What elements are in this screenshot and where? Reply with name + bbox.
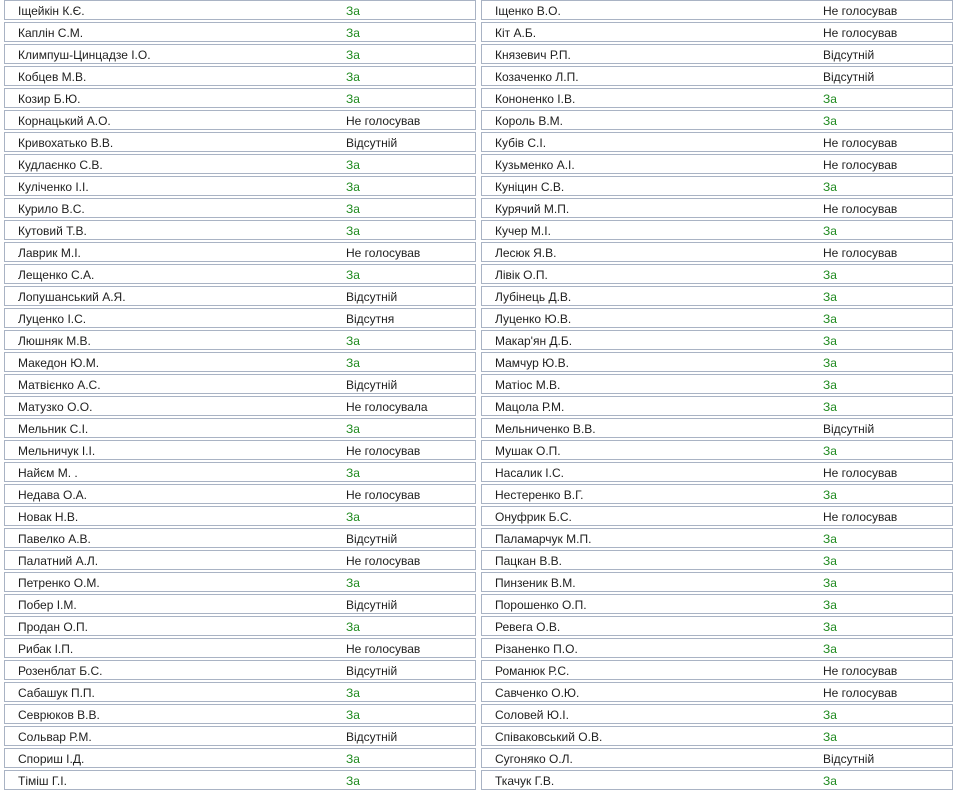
vote-result: За bbox=[823, 268, 837, 282]
deputy-vote-row bbox=[4, 572, 476, 592]
vote-result: Не голосував bbox=[346, 488, 421, 502]
deputy-name: Розенблат Б.С. bbox=[18, 664, 103, 678]
deputy-name: Онуфрик Б.С. bbox=[495, 510, 572, 524]
vote-result: За bbox=[346, 334, 360, 348]
deputy-vote-row bbox=[481, 506, 953, 526]
deputy-vote-row bbox=[4, 704, 476, 724]
vote-result: За bbox=[346, 422, 360, 436]
vote-result: За bbox=[346, 686, 360, 700]
deputy-name: Сольвар Р.М. bbox=[18, 730, 92, 744]
vote-result: За bbox=[346, 774, 360, 788]
vote-result: Відсутній bbox=[346, 532, 398, 546]
deputy-name: Лаврик М.І. bbox=[18, 246, 81, 260]
deputy-vote-row bbox=[481, 352, 953, 372]
deputy-name: Соловей Ю.І. bbox=[495, 708, 569, 722]
deputy-name: Нестеренко В.Г. bbox=[495, 488, 584, 502]
vote-result: За bbox=[823, 598, 837, 612]
deputy-vote-row bbox=[4, 220, 476, 240]
deputy-name: Порошенко О.П. bbox=[495, 598, 587, 612]
deputy-name: Матузко О.О. bbox=[18, 400, 93, 414]
deputy-name: Романюк Р.С. bbox=[495, 664, 570, 678]
deputy-name: Пинзеник В.М. bbox=[495, 576, 576, 590]
vote-result: Не голосував bbox=[823, 664, 898, 678]
deputy-vote-row bbox=[481, 660, 953, 680]
deputy-vote-row bbox=[4, 264, 476, 284]
deputy-name: Кузьменко А.І. bbox=[495, 158, 575, 172]
vote-result: За bbox=[823, 488, 837, 502]
deputy-vote-row bbox=[4, 528, 476, 548]
vote-result: Не голосував bbox=[346, 246, 421, 260]
deputy-vote-row bbox=[4, 462, 476, 482]
deputy-name: Спориш І.Д. bbox=[18, 752, 85, 766]
deputy-vote-row bbox=[481, 220, 953, 240]
deputy-name: Матвієнко А.С. bbox=[18, 378, 101, 392]
deputy-vote-row bbox=[481, 616, 953, 636]
deputy-name: Кіт А.Б. bbox=[495, 26, 537, 40]
vote-result: За bbox=[823, 312, 837, 326]
deputy-vote-row bbox=[4, 484, 476, 504]
vote-result: За bbox=[823, 290, 837, 304]
deputy-vote-row bbox=[481, 176, 953, 196]
vote-result: За bbox=[823, 554, 837, 568]
deputy-vote-row bbox=[481, 0, 953, 20]
deputy-vote-row bbox=[4, 0, 476, 20]
vote-result: За bbox=[823, 92, 837, 106]
vote-result: За bbox=[823, 576, 837, 590]
deputy-vote-row bbox=[4, 550, 476, 570]
vote-result: За bbox=[823, 532, 837, 546]
vote-result: Відсутній bbox=[823, 752, 875, 766]
vote-result: Відсутня bbox=[346, 312, 395, 326]
deputy-vote-row bbox=[481, 154, 953, 174]
deputy-vote-row bbox=[4, 330, 476, 350]
deputy-name: Кобцев М.В. bbox=[18, 70, 87, 84]
deputy-name: Куніцин С.В. bbox=[495, 180, 565, 194]
deputy-name: Македон Ю.М. bbox=[18, 356, 100, 370]
deputy-vote-row bbox=[4, 352, 476, 372]
deputy-name: Пацкан В.В. bbox=[495, 554, 562, 568]
deputy-name: Климпуш-Цинцадзе І.О. bbox=[18, 48, 151, 62]
vote-result: За bbox=[346, 92, 360, 106]
deputy-name: Тіміш Г.І. bbox=[18, 774, 67, 788]
deputy-vote-row bbox=[4, 44, 476, 64]
deputy-name: Кононенко І.В. bbox=[495, 92, 576, 106]
deputy-name: Севрюков В.В. bbox=[18, 708, 100, 722]
deputy-name: Паламарчук М.П. bbox=[495, 532, 592, 546]
deputy-name: Мельник С.І. bbox=[18, 422, 89, 436]
deputy-name: Князевич Р.П. bbox=[495, 48, 571, 62]
deputy-name: Кучер М.І. bbox=[495, 224, 551, 238]
vote-result: Не голосував bbox=[346, 444, 421, 458]
vote-result: За bbox=[823, 356, 837, 370]
deputy-vote-row bbox=[4, 374, 476, 394]
deputy-vote-row bbox=[4, 242, 476, 262]
deputy-name: Матіос М.В. bbox=[495, 378, 561, 392]
deputy-name: Луценко Ю.В. bbox=[495, 312, 572, 326]
deputy-name: Лубінець Д.В. bbox=[495, 290, 572, 304]
deputy-name: Сугоняко О.Л. bbox=[495, 752, 573, 766]
deputy-vote-row bbox=[481, 528, 953, 548]
deputy-name: Каплін С.М. bbox=[18, 26, 84, 40]
deputy-name: Найєм М. . bbox=[18, 466, 78, 480]
deputy-vote-row bbox=[4, 286, 476, 306]
vote-result: За bbox=[346, 268, 360, 282]
deputy-name: Недава О.А. bbox=[18, 488, 88, 502]
deputy-name: Кутовий Т.В. bbox=[18, 224, 87, 238]
deputy-vote-row bbox=[481, 44, 953, 64]
deputy-name: Курило В.С. bbox=[18, 202, 85, 216]
deputy-name: Петренко О.М. bbox=[18, 576, 100, 590]
deputy-name: Кудлаєнко С.В. bbox=[18, 158, 103, 172]
vote-result: За bbox=[346, 70, 360, 84]
deputy-name: Мельничук І.І. bbox=[18, 444, 96, 458]
deputy-name: Палатний А.Л. bbox=[18, 554, 99, 568]
deputy-name: Ревега О.В. bbox=[495, 620, 561, 634]
vote-result: За bbox=[346, 202, 360, 216]
vote-result: За bbox=[823, 708, 837, 722]
vote-result: За bbox=[346, 158, 360, 172]
vote-result: За bbox=[823, 444, 837, 458]
deputy-name: Лесюк Я.В. bbox=[495, 246, 557, 260]
deputy-vote-row bbox=[4, 440, 476, 460]
deputy-vote-row bbox=[481, 242, 953, 262]
vote-result: За bbox=[346, 510, 360, 524]
vote-result: За bbox=[823, 620, 837, 634]
deputy-name: Співаковський О.В. bbox=[495, 730, 603, 744]
deputy-vote-row bbox=[4, 110, 476, 130]
deputy-vote-row bbox=[481, 748, 953, 768]
deputy-name: Лещенко С.А. bbox=[18, 268, 95, 282]
vote-result: За bbox=[346, 576, 360, 590]
deputy-name: Савченко О.Ю. bbox=[495, 686, 580, 700]
deputy-name: Ткачук Г.В. bbox=[495, 774, 555, 788]
deputy-vote-row bbox=[4, 638, 476, 658]
deputy-name: Сабашук П.П. bbox=[18, 686, 95, 700]
vote-result: За bbox=[823, 730, 837, 744]
deputy-vote-row bbox=[4, 418, 476, 438]
deputy-vote-row bbox=[4, 154, 476, 174]
vote-result: Відсутній bbox=[823, 48, 875, 62]
deputy-name: Продан О.П. bbox=[18, 620, 88, 634]
deputy-vote-row bbox=[4, 660, 476, 680]
deputy-name: Лопушанський А.Я. bbox=[18, 290, 126, 304]
deputy-vote-row bbox=[481, 550, 953, 570]
vote-result: Відсутній bbox=[346, 290, 398, 304]
deputy-vote-row bbox=[481, 418, 953, 438]
deputy-vote-row bbox=[4, 132, 476, 152]
deputy-vote-row bbox=[481, 308, 953, 328]
vote-result: Не голосував bbox=[823, 510, 898, 524]
vote-result: За bbox=[346, 356, 360, 370]
deputy-name: Король В.М. bbox=[495, 114, 564, 128]
vote-result: За bbox=[346, 180, 360, 194]
deputy-vote-row bbox=[481, 286, 953, 306]
vote-result: Не голосував bbox=[346, 554, 421, 568]
deputy-vote-row bbox=[481, 374, 953, 394]
deputy-name: Іщенко В.О. bbox=[495, 4, 561, 18]
vote-result: За bbox=[346, 224, 360, 238]
deputy-name: Куліченко І.І. bbox=[18, 180, 89, 194]
deputy-vote-row bbox=[4, 198, 476, 218]
deputy-name: Корнацький А.О. bbox=[18, 114, 111, 128]
vote-result: За bbox=[346, 4, 360, 18]
vote-result: За bbox=[823, 378, 837, 392]
vote-result: За bbox=[823, 114, 837, 128]
deputy-vote-row bbox=[481, 484, 953, 504]
vote-result: За bbox=[346, 466, 360, 480]
deputy-vote-row bbox=[481, 638, 953, 658]
vote-result: За bbox=[823, 642, 837, 656]
deputy-name: Іщейкін К.Є. bbox=[18, 4, 85, 18]
deputy-vote-row bbox=[4, 88, 476, 108]
vote-result: Не голосував bbox=[823, 686, 898, 700]
vote-result: Не голосував bbox=[823, 466, 898, 480]
vote-result: За bbox=[823, 224, 837, 238]
deputy-vote-row bbox=[4, 682, 476, 702]
deputy-vote-row bbox=[481, 110, 953, 130]
vote-result: Не голосував bbox=[346, 114, 421, 128]
deputy-vote-row bbox=[481, 440, 953, 460]
deputy-vote-row bbox=[481, 396, 953, 416]
deputy-vote-row bbox=[4, 66, 476, 86]
deputy-vote-row bbox=[481, 330, 953, 350]
deputy-name: Павелко А.В. bbox=[18, 532, 91, 546]
vote-result: Відсутній bbox=[346, 136, 398, 150]
deputy-vote-row bbox=[481, 264, 953, 284]
deputy-vote-row bbox=[481, 132, 953, 152]
deputy-vote-row bbox=[4, 726, 476, 746]
deputy-vote-row bbox=[4, 308, 476, 328]
deputy-name: Мацола Р.М. bbox=[495, 400, 565, 414]
deputy-name: Лівік О.П. bbox=[495, 268, 548, 282]
deputy-name: Макар'ян Д.Б. bbox=[495, 334, 573, 348]
vote-result: За bbox=[823, 400, 837, 414]
deputy-vote-row bbox=[4, 396, 476, 416]
deputy-vote-row bbox=[4, 22, 476, 42]
vote-result: Відсутній bbox=[823, 422, 875, 436]
deputy-vote-row bbox=[481, 726, 953, 746]
vote-result: За bbox=[823, 334, 837, 348]
vote-result: Не голосував bbox=[823, 158, 898, 172]
vote-result: Не голосував bbox=[823, 246, 898, 260]
deputy-vote-row bbox=[481, 594, 953, 614]
vote-list-left-column bbox=[4, 0, 476, 792]
deputy-vote-row bbox=[481, 88, 953, 108]
deputy-vote-row bbox=[481, 198, 953, 218]
deputy-vote-row bbox=[4, 176, 476, 196]
deputy-name: Люшняк М.В. bbox=[18, 334, 91, 348]
vote-result: За bbox=[346, 620, 360, 634]
deputy-vote-row bbox=[481, 66, 953, 86]
vote-result: Не голосував bbox=[823, 202, 898, 216]
deputy-name: Побер І.М. bbox=[18, 598, 77, 612]
vote-list-right-column bbox=[481, 0, 953, 792]
deputy-name: Насалик І.С. bbox=[495, 466, 564, 480]
deputy-vote-row bbox=[4, 594, 476, 614]
deputy-vote-row bbox=[481, 704, 953, 724]
deputy-name: Мамчур Ю.В. bbox=[495, 356, 569, 370]
vote-result: За bbox=[346, 752, 360, 766]
vote-result: Не голосував bbox=[823, 26, 898, 40]
deputy-vote-row bbox=[481, 572, 953, 592]
vote-result: Не голосувала bbox=[346, 400, 428, 414]
deputy-vote-row bbox=[481, 770, 953, 790]
deputy-name: Рибак І.П. bbox=[18, 642, 74, 656]
deputy-vote-row bbox=[481, 462, 953, 482]
deputy-vote-row bbox=[4, 748, 476, 768]
deputy-vote-row bbox=[4, 506, 476, 526]
vote-result: Відсутній bbox=[823, 70, 875, 84]
vote-result: За bbox=[346, 48, 360, 62]
deputy-name: Курячий М.П. bbox=[495, 202, 570, 216]
deputy-vote-row bbox=[481, 682, 953, 702]
vote-result: Не голосував bbox=[823, 4, 898, 18]
deputy-name: Мушак О.П. bbox=[495, 444, 561, 458]
deputy-name: Кривохатько В.В. bbox=[18, 136, 114, 150]
vote-result: Відсутній bbox=[346, 378, 398, 392]
vote-result: За bbox=[823, 774, 837, 788]
vote-result: Відсутній bbox=[346, 598, 398, 612]
vote-result: За bbox=[823, 180, 837, 194]
deputy-vote-row bbox=[4, 616, 476, 636]
vote-result: Відсутній bbox=[346, 664, 398, 678]
deputy-name: Мельниченко В.В. bbox=[495, 422, 596, 436]
deputy-name: Козир Б.Ю. bbox=[18, 92, 81, 106]
deputy-name: Новак Н.В. bbox=[18, 510, 79, 524]
vote-result: Не голосував bbox=[823, 136, 898, 150]
vote-result: За bbox=[346, 26, 360, 40]
deputy-name: Різаненко П.О. bbox=[495, 642, 578, 656]
deputy-vote-row bbox=[4, 770, 476, 790]
vote-result: За bbox=[346, 708, 360, 722]
deputy-vote-row bbox=[481, 22, 953, 42]
deputy-name: Кубів С.І. bbox=[495, 136, 547, 150]
deputy-name: Козаченко Л.П. bbox=[495, 70, 579, 84]
deputy-name: Луценко І.С. bbox=[18, 312, 87, 326]
vote-result: Не голосував bbox=[346, 642, 421, 656]
vote-result: Відсутній bbox=[346, 730, 398, 744]
